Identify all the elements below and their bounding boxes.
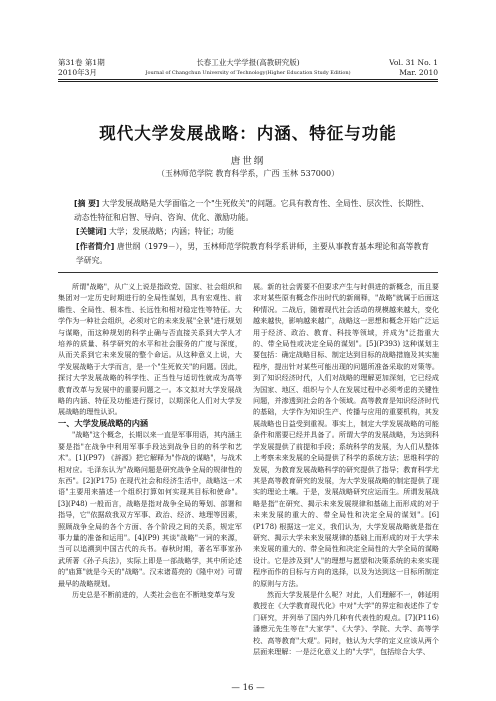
author-affiliation: （玉林师范学院 教育科学系，广西 玉林 537000） [156,169,340,178]
header-rule [58,79,438,80]
volume-issue: 第31卷 第1期 [58,58,105,67]
body-column-right [253,281,439,657]
abstract-divider [58,272,438,273]
article-author: 唐世纲 [230,156,266,167]
abstract [74,197,430,225]
journal-name-en: Journal of Changchun University of Technology(Higher Education Study Edition) [145,70,351,76]
volume-issue-en: Vol. 31 No. 1 [389,58,438,67]
issue-date-en: Mar. 2010 [399,68,438,77]
body-paragraph: "战略"这个概念，长期以来一直是军事用语，其内涵主要是指"在战争中利用军事手段达到战争目的的科学和艺术"。[1](P97) 《辞源》把它解释为"作战的谋略"，与战术相对应。毛泽东认为"战略问题是研究战争全局的规律性的东西"。[2](P175) 在现代社会和经济生活中，战略这一术语"主要用来描述一个组织打算如何实现其目标和使命"。[3](P48) 一般而言，战略是指对战争全局的筹划、部署和指导，它"依据敌我双方军事、政治、经济、地理等因素，照顾战争全局的各个方面、各个阶段之间的关系，规定军事力量的准备和运用"。[4](P9) 其谈"战略"一词的来源，当可以追溯到中国古代的兵书。春秋时期，著名军事家孙武所著《孙子兵法》，实际上即是一部战略学，其中所论述的"庙算"就是今天的"战略"。汉末诸葛亮的《隆中对》可谓最早的战略规划。 [58,430,242,588]
abstract-text: 大学发展战略是大学面临之一个"生死攸关"的问题。它具有教育性、全局性、层次性、长期性、动态性特征和启智、导向、咨询、优化、激励功能。 [74,199,429,223]
body-paragraph: 然而大学发展是什么呢？对此，人们理解不一，韩延明教授在《大学教育现代化》中对"大学"的界定和表述作了专门研究，并列举了国内外几种有代表性的观点。[7](P116) 潘懋元先生等在"大家学"、《大学》、学院、大学、高等学校、高等教育"大观"。同时，他认为大学的定义应该从两个层面来理解：一是泛化意义上的"大学"，包括综合大学、 [253,589,439,656]
keywords-label: [关键词] [76,227,107,237]
issue-date: 2010年3月 [58,68,97,77]
keywords [74,225,430,239]
running-header [58,58,438,78]
author-bio-text: 唐世纲（1979－），男，玉林师范学院教育科学系讲师，主要从事教育基本理论和高等教育学研究。 [76,241,430,265]
section-heading: 一、大学发展战略的内涵 [58,417,149,428]
article-title: 现代大学发展战略：内涵、特征与功能 [99,124,397,143]
abstract-label: [摘 要] [74,199,100,208]
page-number: — 16 — [231,683,265,693]
abstract-block [74,197,430,268]
header-rule-thin [58,81,438,82]
body-paragraph: 展。新的社会需要不但要求产生与时俱进的新概念，而且要求对某些原有概念作出时代的新阐释，"战略"就属于后面这种情况。二战后，随着现代社会活动的规模越来越大，变化越来越快，影响越来越广，战略这一思想和概念开始广泛运用于经济、政治、教育、科技等领域，并成为"泛指重大的、带全局性或决定全局的谋划"。[5](P393) 这种谋划主要包括：确定战略目标、制定达到目标的战略措施及其实施程序，提出针对某些可能出现的问题所准备采取的对策等。到了知识经济时代，人们对战略的理解更加深刻，它已经成为国家、地区、组织与个人在发展过程中必须考虑的关键性问题，并渗透到社会的各个领域。高等教育是知识经济时代的基础，大学作为知识生产、传播与应用的重要机构，其发展战略也日益受到重视。事实上，制定大学发展战略的可能条件和需要已经并具备了。所谓大学的发展战略，为达到科学发展提供了前提和手段；系统科学的发展，为人们从整体上考察未来发展的全局提供了科学的系统方法；思维科学的发展，为教育发展战略科学的研究提供了指导；教育科学尤其是高等教育研究的发展，为大学发展战略的制定提供了现实的理论土壤。于是，发展战略研究应运而生。所谓发展战略是指"在研究、揭示未来发展规律和基础上而形成的对于未来发展的重大的、带全局性和决定全局的谋划"。[6](P178) 根据这一定义，我们认为，大学发展战略就是指在研究、揭示大学未来发展规律的基础上而形成的对于大学未来发展的重大的、带全局性和决定全局性的大学全局的谋略设计。它是涉及到"人"的理想与愿望和决策系统的未来实现程序而作的目标与方向的选择，以及为达到这一目标所制定的原则与方法。 [253,282,439,588]
body-column-left [58,281,242,600]
intro-paragraph: 所谓"战略"，从广义上说是指政党、国家、社会组织和集团对一定历史时期进行的全局性谋划，具有宏观性、前瞻性、全局性、根本性、长远性和相对稳定性等特征。大学作为一种社会组织，必须对它的未来发展"全景"进行规划与谋略，而这种规划的科学止确与否直接关系到大学人才培养的质量、科学研究的水平和社会服务的广度与深度，从而关系到它未来发展的整个命运。从这种意义上说，大学发展战略于大学而言，是一个"生死攸关"的问题。因此，探讨大学发展战略的科学性、正当性与适切性就成为高等教育改革与发展中的重要问题之一。本文拟对大学发展战略的内涵、特征及功能进行探讨，以期深化人们对大学发展战略的理性认识。 [58,282,242,417]
keywords-text: 大学；发展战略；内涵；特征；功能 [109,227,234,237]
journal-name: 长春工业大学学报(高教研究版) [196,58,300,67]
body-paragraph: 历史总是不断前进的，人类社会也在不断地变革与发 [72,589,236,599]
author-bio [74,240,430,268]
author-bio-label: [作者简介] [76,241,115,251]
